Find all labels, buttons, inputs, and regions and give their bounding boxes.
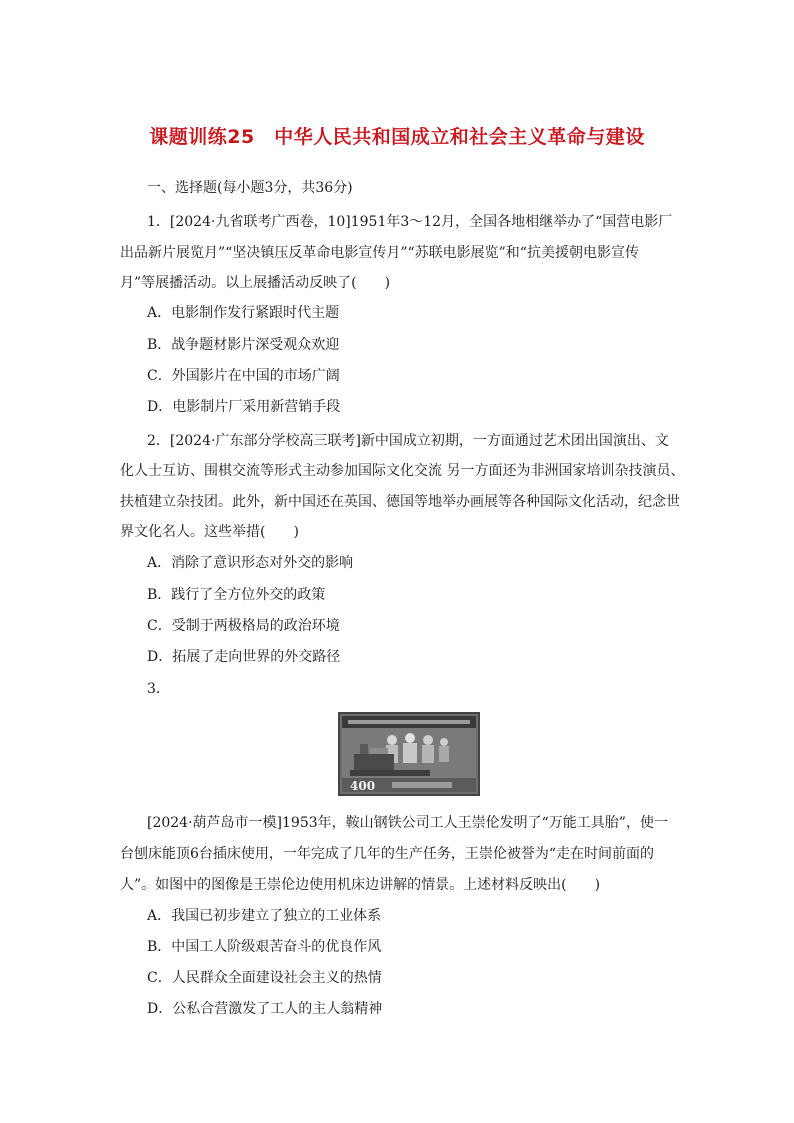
q2-stem-line: 界文化名人。这些举措( ): [120, 524, 299, 540]
q2-option-a: A．消除了意识形态对外交的影响: [147, 555, 354, 571]
q1-stem-line: 月”等展播活动。以上展播活动反映了( ): [120, 275, 391, 291]
q1-option-b: B．战争题材影片深受观众欢迎: [147, 337, 340, 353]
q1-option-a: A．电影制作发行紧跟时代主题: [147, 305, 340, 321]
stamp-value: 400: [350, 779, 376, 793]
q3-stem-line: 人”。如图中的图像是王崇伦边使用机床边讲解的情景。上述材料反映出( ): [120, 877, 601, 893]
q3-option-c: C．人民群众全面建设社会主义的热情: [147, 970, 382, 986]
q3-option-b: B．中国工人阶级艰苦奋斗的优良作风: [147, 939, 382, 955]
q3-stem-line: [2024·葫芦岛市一模]1953年，鞍山钢铁公司工人王崇伦发明了“万能工具胎”，使一: [147, 815, 668, 831]
q1-option-c: C．外国影片在中国的市场广阔: [147, 368, 340, 384]
q2-option-d: D．拓展了走向世界的外交路径: [147, 649, 341, 665]
q1-stem-line: 出品新片展览月”“坚决镇压反革命电影宣传月”“苏联电影展览”和“抗美援朝电影宣传: [120, 245, 639, 261]
stamp-illustration: [340, 714, 478, 794]
q1-stem-line: 1．[2024·九省联考广西卷，10]1951年3～12月，全国各地相继举办了“国营电影厂: [147, 214, 673, 230]
q3-number: 3.: [147, 681, 161, 697]
section-header: 一、选择题(每小题3分，共36分): [147, 180, 353, 196]
q2-stem-line: 2．[2024·广东部分学校高三联考]新中国成立初期，一方面通过艺术团出国演出、文: [147, 433, 669, 449]
q2-option-c: C．受制于两极格局的政治环境: [147, 618, 340, 634]
q3-option-a: A．我国已初步建立了独立的工业体系: [147, 908, 382, 924]
q2-option-b: B．践行了全方位外交的政策: [147, 587, 326, 603]
q3-stem-line: 台刨床能顶6台插床使用，一年完成了几年的生产任务，王崇伦被誉为“走在时间前面的: [120, 846, 655, 862]
stamp-image: [338, 712, 480, 796]
page-title: 课题训练25 中华人民共和国成立和社会主义革命与建设: [149, 126, 645, 148]
q2-stem-line: 扶植建立杂技团。此外，新中国还在英国、德国等地举办画展等各种国际文化活动，纪念世: [120, 494, 680, 510]
q1-option-d: D．电影制片厂采用新营销手段: [147, 399, 341, 415]
q2-stem-line: 化人士互访、围棋交流等形式主动参加国际文化交流 另一方面还为非洲国家培训杂技演员、: [120, 463, 685, 479]
q3-option-d: D．公私合营激发了工人的主人翁精神: [147, 1001, 383, 1017]
